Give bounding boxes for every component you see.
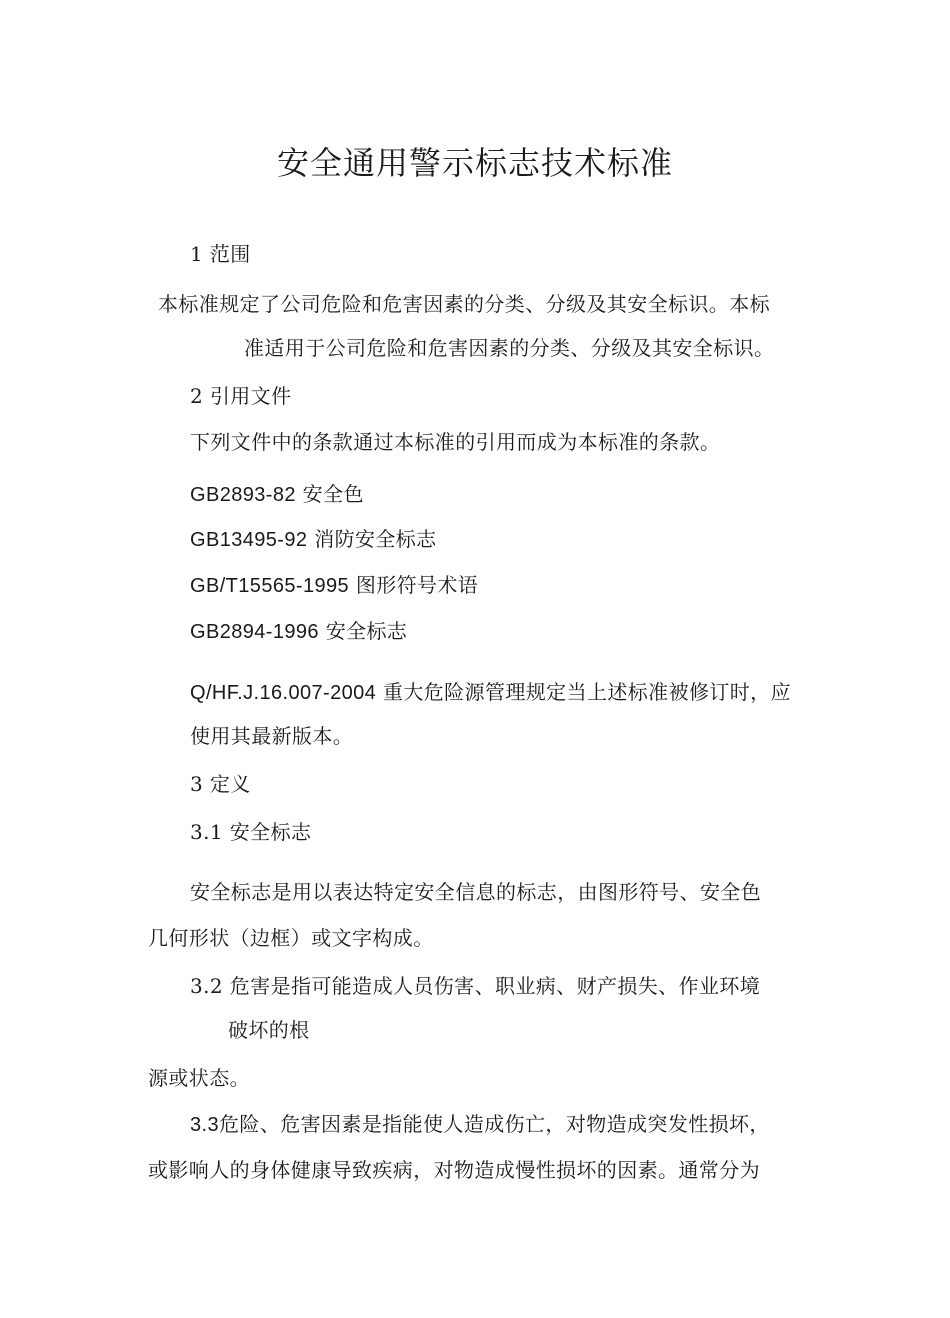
section-3-3-text: 危险、危害因素是指能使人造成伤亡，对物造成突发性损坏， [219, 1112, 770, 1136]
reference-name: 消防安全标志 [314, 527, 437, 551]
section-3-heading: 3 定义 [190, 772, 251, 796]
reference-name: 安全标志 [325, 619, 408, 643]
section-3-2-text-line-2: 破坏的根 [228, 1018, 310, 1042]
section-2-intro: 下列文件中的条款通过本标准的引用而成为本标准的条款。 [190, 430, 721, 454]
reference-name: 安全色 [302, 482, 364, 506]
reference-item [190, 480, 364, 509]
section-3-2-text-line-3: 源或状态。 [148, 1066, 250, 1090]
section-1-paragraph-line-2: 准适用于公司危险和危害因素的分类、分级及其安全标识。 [244, 336, 775, 360]
section-2-heading: 2 引用文件 [190, 384, 292, 408]
reference-item [190, 617, 407, 646]
section-3-1-heading: 3.1 安全标志 [190, 820, 312, 844]
reference-text: 重大危险源管理规定当上述标准被修订时，应 [382, 680, 791, 704]
reference-item-last-line-1 [190, 678, 791, 707]
section-3-3-code: 3.3 [190, 1114, 220, 1136]
section-1-heading: 1 范围 [190, 242, 251, 266]
reference-item [190, 571, 478, 600]
document-title: 安全通用警示标志技术标准 [276, 144, 673, 182]
reference-code: GB/T15565-1995 [190, 575, 350, 597]
reference-code: Q/HF.J.16.007-2004 [190, 682, 377, 704]
reference-item-last-line-2: 使用其最新版本。 [190, 724, 354, 748]
section-1-paragraph-line-1: 本标准规定了公司危险和危害因素的分类、分级及其安全标识。本标 [158, 292, 770, 316]
reference-code: GB2894-1996 [190, 621, 319, 643]
section-3-2-text-line-1: 3.2 危害是指可能造成人员伤害、职业病、财产损失、作业环境 [190, 974, 761, 998]
reference-item [190, 525, 437, 554]
reference-name: 图形符号术语 [355, 573, 479, 597]
section-3-1-text-line-1: 安全标志是用以表达特定安全信息的标志，由图形符号、安全色 [190, 880, 762, 904]
reference-code: GB13495-92 [190, 529, 308, 551]
section-3-1-text-line-2: 几何形状（边框）或文字构成。 [148, 926, 434, 950]
section-3-3-text-line-2: 或影响人的身体健康导致疾病，对物造成慢性损坏的因素。通常分为 [148, 1158, 760, 1182]
reference-code: GB2893-82 [190, 484, 296, 506]
section-3-3-text-line-1 [190, 1110, 770, 1139]
